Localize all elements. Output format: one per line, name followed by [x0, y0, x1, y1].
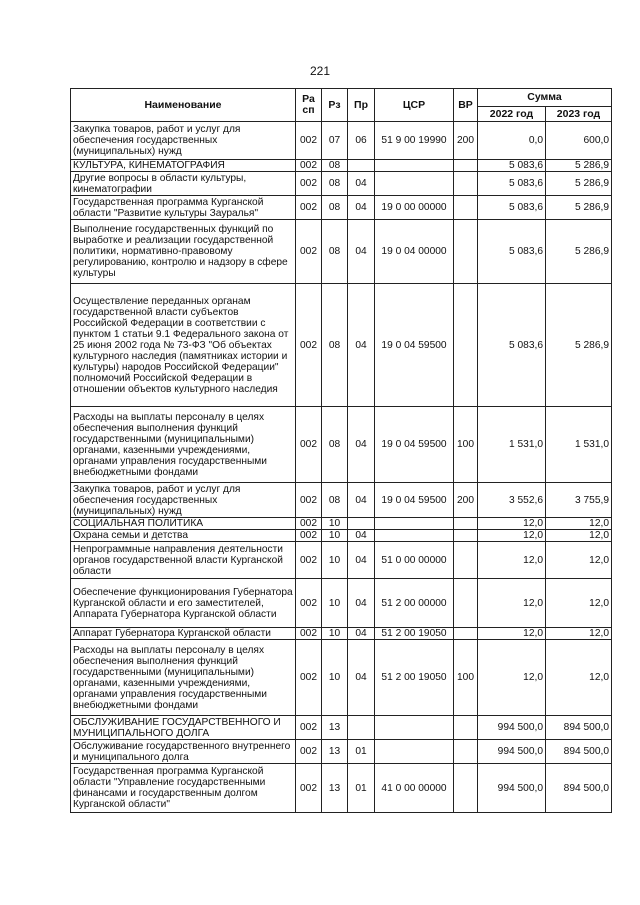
table-row	[71, 284, 612, 407]
row-vr-cell	[454, 284, 478, 407]
row-name-cell: Государственная программа Курганской области "Управление государственными финансами и государственным долгом Курганской области"	[71, 764, 296, 813]
row-rasp-cell: 002	[296, 542, 322, 579]
row-rz-cell: 10	[322, 530, 348, 542]
row-pr-cell: 04	[348, 542, 375, 579]
row-pr-cell: 04	[348, 628, 375, 640]
row-rasp-cell: 002	[296, 579, 322, 628]
budget-table	[70, 88, 612, 813]
row-rasp-cell: 002	[296, 172, 322, 196]
row-sum-2023-cell: 12,0	[546, 542, 612, 579]
row-vr-cell	[454, 579, 478, 628]
row-rz-cell: 08	[322, 220, 348, 284]
row-pr-cell: 04	[348, 530, 375, 542]
row-name-cell: КУЛЬТУРА, КИНЕМАТОГРАФИЯ	[71, 160, 296, 172]
row-sum-2022-cell: 12,0	[478, 640, 546, 716]
row-csr-cell: 41 0 00 00000	[375, 764, 454, 813]
row-rz-cell: 07	[322, 122, 348, 160]
header-rasp: Ра сп	[296, 89, 322, 122]
row-rz-cell: 13	[322, 716, 348, 740]
row-vr-cell: 200	[454, 483, 478, 518]
row-pr-cell: 04	[348, 172, 375, 196]
row-vr-cell	[454, 518, 478, 530]
row-rz-cell: 10	[322, 628, 348, 640]
row-pr-cell: 04	[348, 640, 375, 716]
row-rz-cell: 08	[322, 483, 348, 518]
row-vr-cell	[454, 530, 478, 542]
row-sum-2022-cell: 0,0	[478, 122, 546, 160]
row-csr-cell: 51 0 00 00000	[375, 542, 454, 579]
row-sum-2023-cell: 894 500,0	[546, 764, 612, 813]
row-rasp-cell: 002	[296, 740, 322, 764]
row-name-cell: Государственная программа Курганской области "Развитие культуры Зауралья"	[71, 196, 296, 220]
row-rasp-cell: 002	[296, 764, 322, 813]
row-name-cell: СОЦИАЛЬНАЯ ПОЛИТИКА	[71, 518, 296, 530]
row-rz-cell: 08	[322, 160, 348, 172]
row-name-cell: Аппарат Губернатора Курганской области	[71, 628, 296, 640]
table-row	[71, 530, 612, 542]
page-number: 221	[309, 64, 331, 78]
row-sum-2023-cell: 1 531,0	[546, 407, 612, 483]
row-sum-2023-cell: 12,0	[546, 518, 612, 530]
row-sum-2023-cell: 12,0	[546, 530, 612, 542]
row-rasp-cell: 002	[296, 628, 322, 640]
row-rasp-cell: 002	[296, 407, 322, 483]
row-sum-2023-cell: 600,0	[546, 122, 612, 160]
table-row	[71, 160, 612, 172]
row-rz-cell: 13	[322, 740, 348, 764]
row-csr-cell	[375, 740, 454, 764]
table-row	[71, 740, 612, 764]
table-row	[71, 122, 612, 160]
row-vr-cell: 200	[454, 122, 478, 160]
row-sum-2022-cell: 994 500,0	[478, 764, 546, 813]
table-row	[71, 764, 612, 813]
row-name-cell: Осуществление переданных органам государственной власти субъектов Российской Федерации в соответствии с пунктом 1 статьи 9.1 Федерального закона от 25 июня 2002 года № 73-ФЗ "Об объектах культурного наследия (памятниках истории и культуры) народов Российской Федерации" полномочий Российской Федерации в отношении объектов культурного наследия	[71, 284, 296, 407]
row-rasp-cell: 002	[296, 518, 322, 530]
row-sum-2023-cell: 12,0	[546, 640, 612, 716]
row-name-cell: Другие вопросы в области культуры, кинематографии	[71, 172, 296, 196]
row-vr-cell	[454, 542, 478, 579]
row-vr-cell	[454, 220, 478, 284]
row-rasp-cell: 002	[296, 716, 322, 740]
row-csr-cell: 51 2 00 00000	[375, 579, 454, 628]
row-sum-2023-cell: 5 286,9	[546, 284, 612, 407]
row-csr-cell: 19 0 04 59500	[375, 483, 454, 518]
row-name-cell: Обеспечение функционирования Губернатора Курганской области и его заместителей, Аппарата Губернатора Курганской области	[71, 579, 296, 628]
row-pr-cell: 01	[348, 740, 375, 764]
row-pr-cell	[348, 160, 375, 172]
row-csr-cell: 51 2 00 19050	[375, 640, 454, 716]
row-name-cell: Закупка товаров, работ и услуг для обеспечения государственных (муниципальных) нужд	[71, 122, 296, 160]
header-year-2023: 2023 год	[546, 107, 612, 122]
row-pr-cell: 04	[348, 483, 375, 518]
row-sum-2022-cell: 3 552,6	[478, 483, 546, 518]
row-pr-cell: 04	[348, 407, 375, 483]
row-sum-2022-cell: 1 531,0	[478, 407, 546, 483]
table-row	[71, 579, 612, 628]
table-row	[71, 220, 612, 284]
row-sum-2023-cell: 12,0	[546, 579, 612, 628]
row-sum-2022-cell: 994 500,0	[478, 740, 546, 764]
row-pr-cell: 04	[348, 284, 375, 407]
row-sum-2022-cell: 994 500,0	[478, 716, 546, 740]
row-sum-2023-cell: 5 286,9	[546, 196, 612, 220]
row-rasp-cell: 002	[296, 530, 322, 542]
row-sum-2022-cell: 12,0	[478, 628, 546, 640]
row-pr-cell: 04	[348, 220, 375, 284]
row-rasp-cell: 002	[296, 483, 322, 518]
row-pr-cell	[348, 518, 375, 530]
row-vr-cell	[454, 160, 478, 172]
row-name-cell: Закупка товаров, работ и услуг для обеспечения государственных (муниципальных) нужд	[71, 483, 296, 518]
row-rz-cell: 10	[322, 579, 348, 628]
row-rasp-cell: 002	[296, 640, 322, 716]
row-pr-cell	[348, 716, 375, 740]
row-vr-cell: 100	[454, 640, 478, 716]
row-sum-2023-cell: 3 755,9	[546, 483, 612, 518]
row-csr-cell: 19 0 04 59500	[375, 407, 454, 483]
row-rz-cell: 08	[322, 196, 348, 220]
row-name-cell: Непрограммные направления деятельности органов государственной власти Курганской области	[71, 542, 296, 579]
row-sum-2022-cell: 12,0	[478, 579, 546, 628]
row-rz-cell: 10	[322, 518, 348, 530]
row-csr-cell	[375, 518, 454, 530]
row-sum-2023-cell: 894 500,0	[546, 716, 612, 740]
row-rz-cell: 08	[322, 407, 348, 483]
table-row	[71, 640, 612, 716]
table-row	[71, 196, 612, 220]
row-sum-2023-cell: 894 500,0	[546, 740, 612, 764]
row-csr-cell	[375, 716, 454, 740]
header-pr: Пр	[348, 89, 375, 122]
row-rz-cell: 10	[322, 640, 348, 716]
row-rz-cell: 08	[322, 172, 348, 196]
row-rz-cell: 13	[322, 764, 348, 813]
row-name-cell: Обслуживание государственного внутреннего и муниципального долга	[71, 740, 296, 764]
row-csr-cell: 19 0 00 00000	[375, 196, 454, 220]
header-sum: Сумма	[478, 89, 612, 107]
header-rz: Рз	[322, 89, 348, 122]
header-name: Наименование	[71, 89, 296, 122]
row-vr-cell	[454, 740, 478, 764]
table-row	[71, 518, 612, 530]
row-rz-cell: 08	[322, 284, 348, 407]
row-vr-cell	[454, 764, 478, 813]
row-name-cell: Расходы на выплаты персоналу в целях обеспечения выполнения функций государственными (муниципальными) органами, казенными учреждениями, органами управления государственными внебюджетными фондами	[71, 407, 296, 483]
row-sum-2023-cell: 5 286,9	[546, 172, 612, 196]
table-row	[71, 483, 612, 518]
table-row	[71, 407, 612, 483]
row-sum-2023-cell: 5 286,9	[546, 220, 612, 284]
row-rasp-cell: 002	[296, 220, 322, 284]
row-sum-2022-cell: 5 083,6	[478, 220, 546, 284]
table-body	[71, 122, 612, 813]
row-sum-2023-cell: 5 286,9	[546, 160, 612, 172]
row-rasp-cell: 002	[296, 284, 322, 407]
table-row	[71, 628, 612, 640]
row-csr-cell: 19 0 04 59500	[375, 284, 454, 407]
row-name-cell: Охрана семьи и детства	[71, 530, 296, 542]
row-rasp-cell: 002	[296, 160, 322, 172]
header-year-2022: 2022 год	[478, 107, 546, 122]
row-csr-cell	[375, 160, 454, 172]
row-pr-cell: 06	[348, 122, 375, 160]
header-vr: ВР	[454, 89, 478, 122]
row-rasp-cell: 002	[296, 122, 322, 160]
row-pr-cell: 04	[348, 579, 375, 628]
row-vr-cell	[454, 196, 478, 220]
row-pr-cell: 01	[348, 764, 375, 813]
row-csr-cell	[375, 172, 454, 196]
row-vr-cell	[454, 628, 478, 640]
row-csr-cell	[375, 530, 454, 542]
row-rasp-cell: 002	[296, 196, 322, 220]
row-name-cell: Расходы на выплаты персоналу в целях обеспечения выполнения функций государственными (муниципальными) органами, казенными учреждениями, органами управления государственными внебюджетными фондами	[71, 640, 296, 716]
row-sum-2022-cell: 5 083,6	[478, 160, 546, 172]
row-sum-2022-cell: 12,0	[478, 518, 546, 530]
row-sum-2022-cell: 5 083,6	[478, 172, 546, 196]
table-row	[71, 172, 612, 196]
row-sum-2022-cell: 12,0	[478, 542, 546, 579]
row-name-cell: ОБСЛУЖИВАНИЕ ГОСУДАРСТВЕННОГО И МУНИЦИПАЛЬНОГО ДОЛГА	[71, 716, 296, 740]
row-csr-cell: 19 0 04 00000	[375, 220, 454, 284]
table-row	[71, 542, 612, 579]
row-name-cell: Выполнение государственных функций по выработке и реализации государственной политики, нормативно-правовому регулированию, контролю и надзору в сфере культуры	[71, 220, 296, 284]
row-sum-2022-cell: 5 083,6	[478, 284, 546, 407]
row-vr-cell	[454, 172, 478, 196]
row-vr-cell	[454, 716, 478, 740]
row-vr-cell: 100	[454, 407, 478, 483]
table-row	[71, 716, 612, 740]
row-csr-cell: 51 2 00 19050	[375, 628, 454, 640]
row-sum-2023-cell: 12,0	[546, 628, 612, 640]
header-csr: ЦСР	[375, 89, 454, 122]
row-sum-2022-cell: 12,0	[478, 530, 546, 542]
row-sum-2022-cell: 5 083,6	[478, 196, 546, 220]
row-rz-cell: 10	[322, 542, 348, 579]
row-csr-cell: 51 9 00 19990	[375, 122, 454, 160]
row-pr-cell: 04	[348, 196, 375, 220]
